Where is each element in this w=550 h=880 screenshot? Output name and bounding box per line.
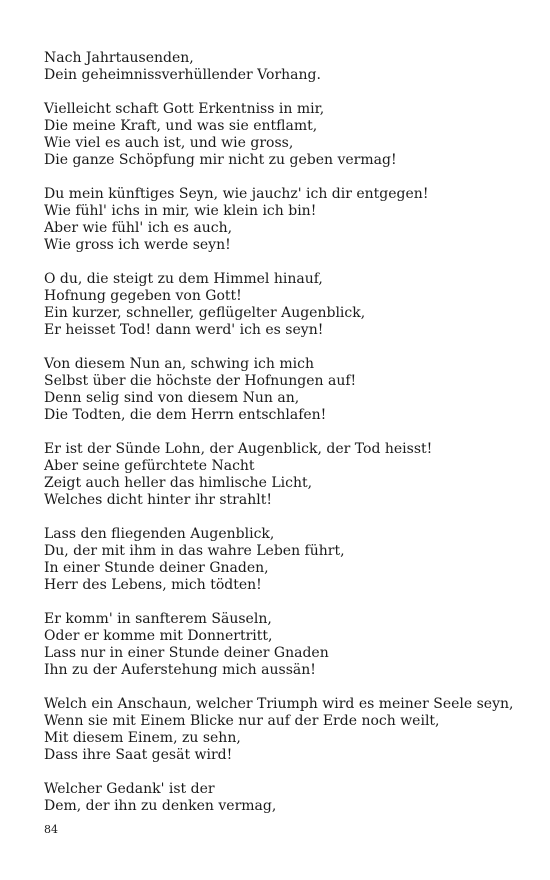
poem-line: Nach Jahrtausenden, bbox=[44, 50, 194, 66]
poem-line: Hofnung gegeben von Gott! bbox=[44, 288, 242, 304]
stanza bbox=[44, 611, 534, 679]
poem-line: Oder er komme mit Donnertritt, bbox=[44, 628, 273, 644]
poem-line: Von diesem Nun an, schwing ich mich bbox=[44, 356, 314, 372]
poem-line: Welcher Gedank' ist der bbox=[44, 781, 215, 797]
poem-line: Welches dicht hinter ihr strahlt! bbox=[44, 492, 272, 508]
poem-line: Zeigt auch heller das himlische Licht, bbox=[44, 475, 313, 491]
stanza bbox=[44, 356, 534, 424]
poem-line: Lass den fliegenden Augenblick, bbox=[44, 526, 275, 542]
stanza bbox=[44, 696, 534, 764]
poem-line: Dem, der ihn zu denken vermag, bbox=[44, 798, 277, 814]
poem-line: Aber wie fühl' ich es auch, bbox=[44, 220, 233, 236]
poem-line: Wie fühl' ichs in mir, wie klein ich bin! bbox=[44, 203, 317, 219]
poem-line: Herr des Lebens, mich tödten! bbox=[44, 577, 262, 593]
poem-line: Wie viel es auch ist, und wie gross, bbox=[44, 135, 294, 151]
poem-line: Mit diesem Einem, zu sehn, bbox=[44, 730, 241, 746]
poem-line: Welch ein Anschaun, welcher Triumph wird es meiner Seele seyn, bbox=[44, 696, 514, 712]
poem-line: Die ganze Schöpfung mir nicht zu geben vermag! bbox=[44, 152, 397, 168]
poem-line: Wie gross ich werde seyn! bbox=[44, 237, 231, 253]
stanza bbox=[44, 526, 534, 594]
stanza bbox=[44, 186, 534, 254]
poem-line: Er heisset Tod! dann werd' ich es seyn! bbox=[44, 322, 324, 338]
poem-line: Dass ihre Saat gesät wird! bbox=[44, 747, 233, 763]
stanza bbox=[44, 101, 534, 169]
poem-line: Aber seine gefürchtete Nacht bbox=[44, 458, 255, 474]
poem-line: Die meine Kraft, und was sie entflamt, bbox=[44, 118, 318, 134]
poem-line: Du mein künftiges Seyn, wie jauchz' ich dir entgegen! bbox=[44, 186, 429, 202]
poem-line: Lass nur in einer Stunde deiner Gnaden bbox=[44, 645, 329, 661]
poem-line: O du, die steigt zu dem Himmel hinauf, bbox=[44, 271, 323, 287]
poem-line: Vielleicht schaft Gott Erkentniss in mir, bbox=[44, 101, 325, 117]
stanza bbox=[44, 781, 534, 815]
poem-line: Dein geheimnissverhüllender Vorhang. bbox=[44, 67, 321, 83]
poem-line: Du, der mit ihm in das wahre Leben führt, bbox=[44, 543, 345, 559]
stanza bbox=[44, 50, 534, 84]
stanza bbox=[44, 441, 534, 509]
stanza bbox=[44, 271, 534, 339]
poem-line: Denn selig sind von diesem Nun an, bbox=[44, 390, 300, 406]
poem-line: Er ist der Sünde Lohn, der Augenblick, der Tod heisst! bbox=[44, 441, 433, 457]
poem-line: Ein kurzer, schneller, geflügelter Augenblick, bbox=[44, 305, 366, 321]
poem-line: Ihn zu der Auferstehung mich aussän! bbox=[44, 662, 316, 678]
poem-line: Selbst über die höchste der Hofnungen auf! bbox=[44, 373, 357, 389]
poem-line: Er komm' in sanfterem Säuseln, bbox=[44, 611, 272, 627]
poem-line: Wenn sie mit Einem Blicke nur auf der Erde noch weilt, bbox=[44, 713, 440, 729]
poem-line: Die Todten, die dem Herrn entschlafen! bbox=[44, 407, 327, 423]
poem-line: In einer Stunde deiner Gnaden, bbox=[44, 560, 269, 576]
poem-body bbox=[44, 50, 534, 815]
page-number: 84 bbox=[44, 823, 58, 836]
